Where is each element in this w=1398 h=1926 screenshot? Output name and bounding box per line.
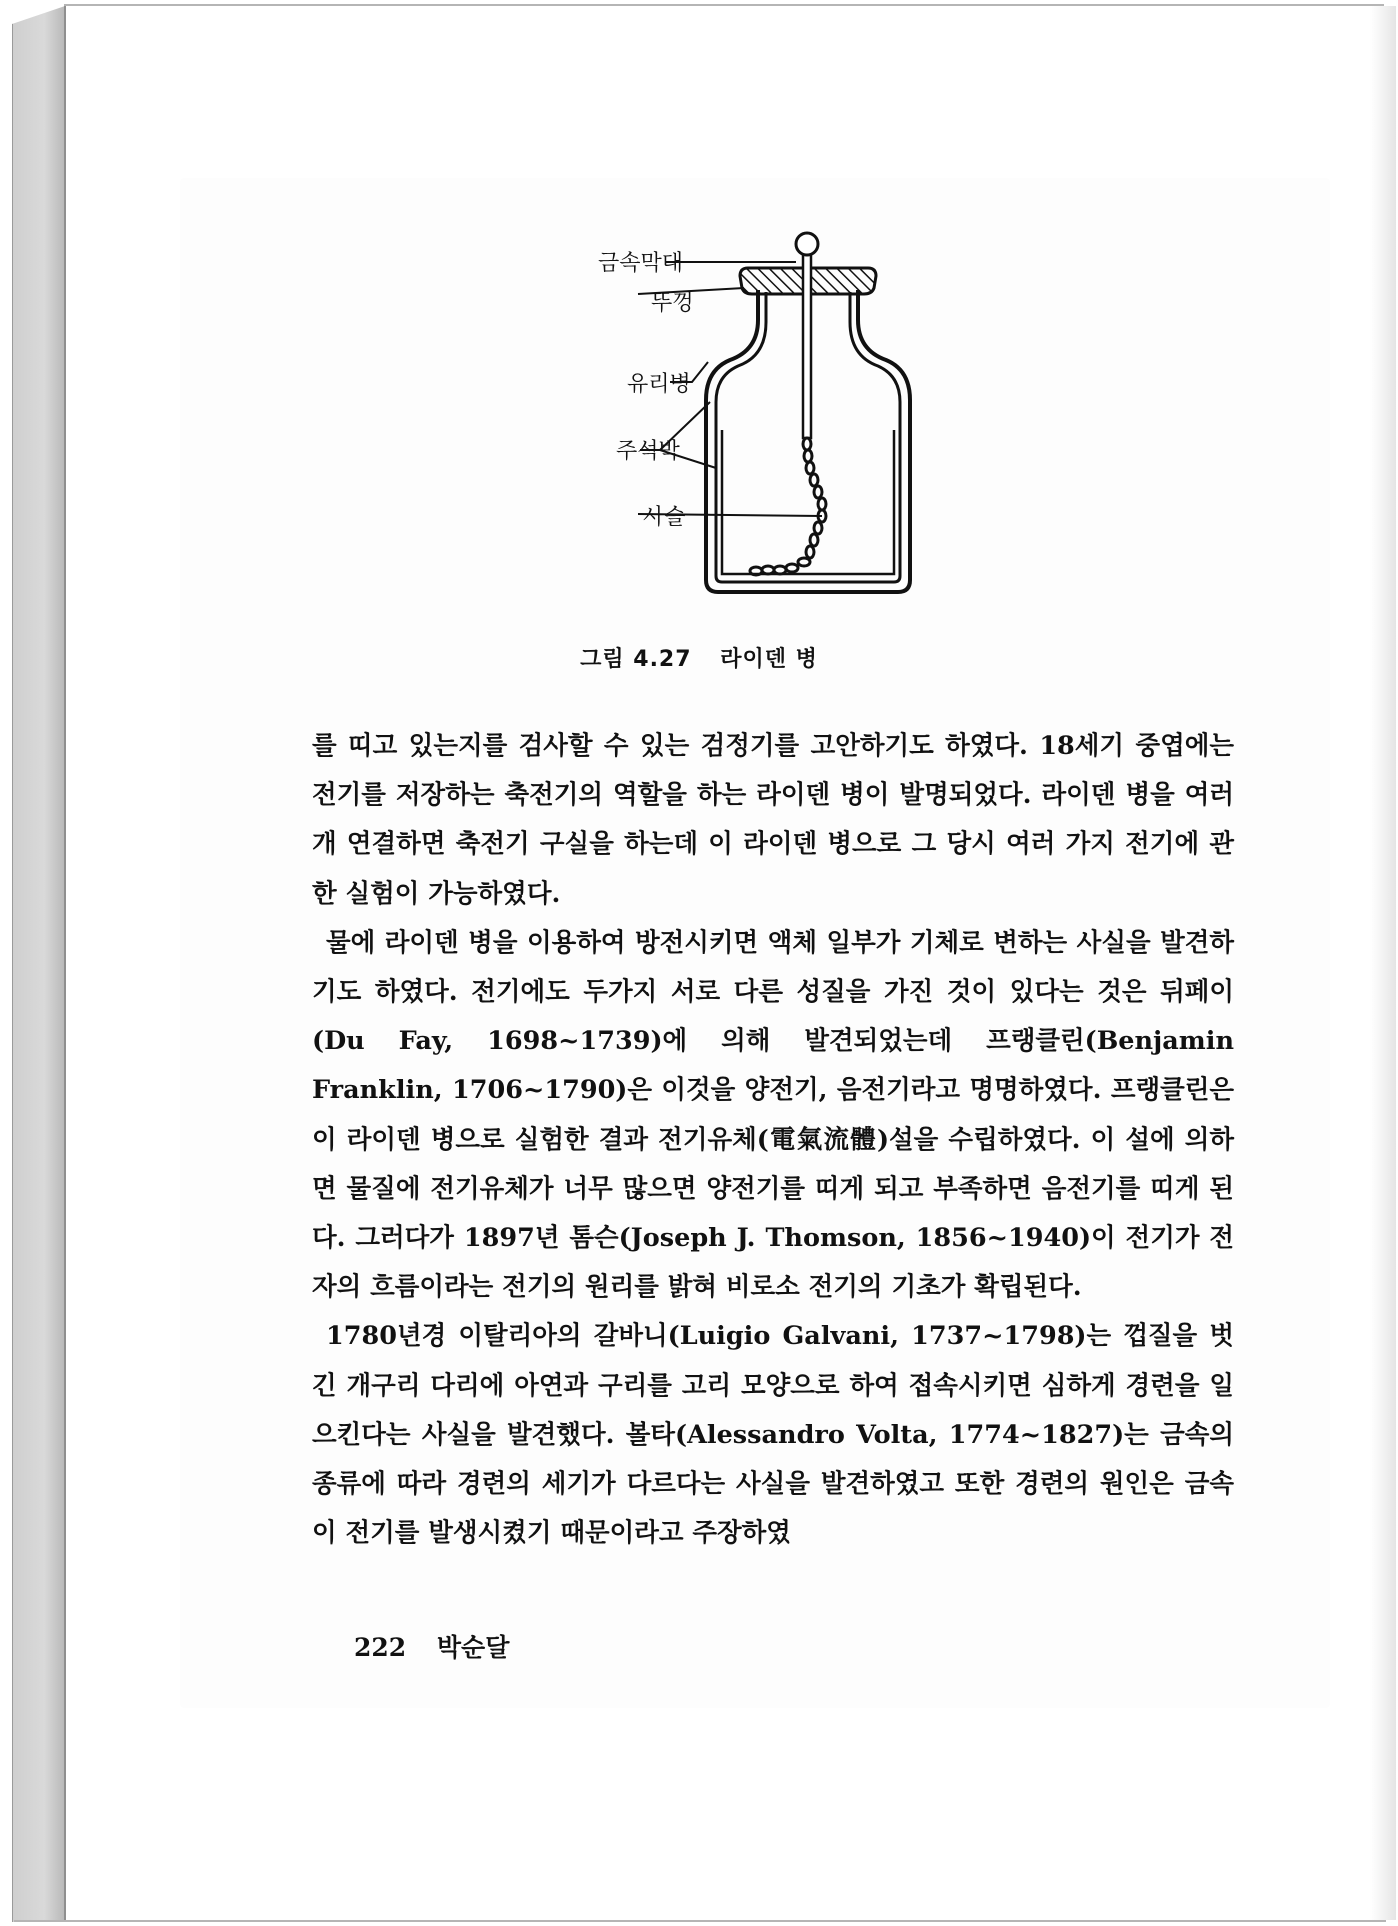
page-right-shadow	[1370, 6, 1396, 1920]
chain	[750, 438, 826, 575]
paragraph-1: 를 띠고 있는지를 검사할 수 있는 검정기를 고안하기도 하였다. 18세기 중엽에는 전기를 저장하는 축전기의 역할을 하는 라이덴 병이 발명되었다. 라이덴 병을 여러 개 연결하면 축전기 구실을 하는데 이 라이덴 병으로 그 당시 여러 가지 전기에 관한 실험이 가능하였다.	[312, 731, 1234, 909]
label-lid: 뚜껑	[651, 291, 694, 316]
leyden-jar-figure	[560, 230, 920, 600]
body-text	[312, 722, 1234, 1558]
figure-caption	[0, 642, 1398, 673]
page-number: 222	[354, 1633, 407, 1662]
book-spine-edge	[12, 6, 65, 1922]
tin-foil-lining	[722, 430, 894, 574]
paragraph-3: 1780년경 이탈리아의 갈바니(Luigio Galvani, 1737~1798)는 껍질을 벗긴 개구리 다리에 아연과 구리를 고리 모양으로 하여 접속시키면 심하게 경련을 일으킨다는 사실을 발견했다. 볼타(Alessandro Volta, 1774~1827)는 금속의 종류에 따라 경련의 세기가 다르다는 사실을 발견하였고 또한 경련의 원인은 금속이 전기를 발생시켰기 때문이라고 주장하였	[312, 1321, 1234, 1549]
caption-number: 그림 4.27	[580, 647, 692, 672]
book-spine-line	[64, 6, 66, 1922]
label-glass-jar: 유리병	[627, 372, 691, 397]
rod-knob	[796, 233, 818, 255]
page-top-edge	[64, 4, 1384, 6]
label-chain: 사슬	[643, 505, 686, 530]
author-name: 박순달	[436, 1633, 510, 1662]
leyden-jar-diagram	[560, 230, 920, 600]
caption-title: 라이덴 병	[720, 647, 818, 672]
page-footer	[354, 1628, 531, 1664]
page-bottom-edge	[14, 1920, 1386, 1922]
label-tin-foil: 주석박	[616, 439, 680, 464]
paragraph-2: 물에 라이덴 병을 이용하여 방전시키면 액체 일부가 기체로 변하는 사실을 발견하기도 하였다. 전기에도 두가지 서로 다른 성질을 가진 것이 있다는 것은 뒤페이(Du Fay, 1698~1739)에 의해 발견되었는데 프랭클린(Benjamin Franklin, 1706~1790)은 이것을 양전기, 음전기라고 명명하였다. 프랭클린은 이 라이덴 병으로 실험한 결과 전기유체(電氣流體)설을 수립하였다. 이 설에 의하면 물질에 전기유체가 너무 많으면 양전기를 띠게 되고 부족하면 음전기를 띠게 된다. 그러다가 1897년 톰슨(Joseph J. Thomson, 1856~1940)이 전기가 전자의 흐름이라는 전기의 원리를 밝혀 비로소 전기의 기초가 확립된다.	[312, 927, 1234, 1303]
label-metal-rod: 금속막대	[598, 251, 684, 276]
metal-rod	[803, 250, 811, 438]
